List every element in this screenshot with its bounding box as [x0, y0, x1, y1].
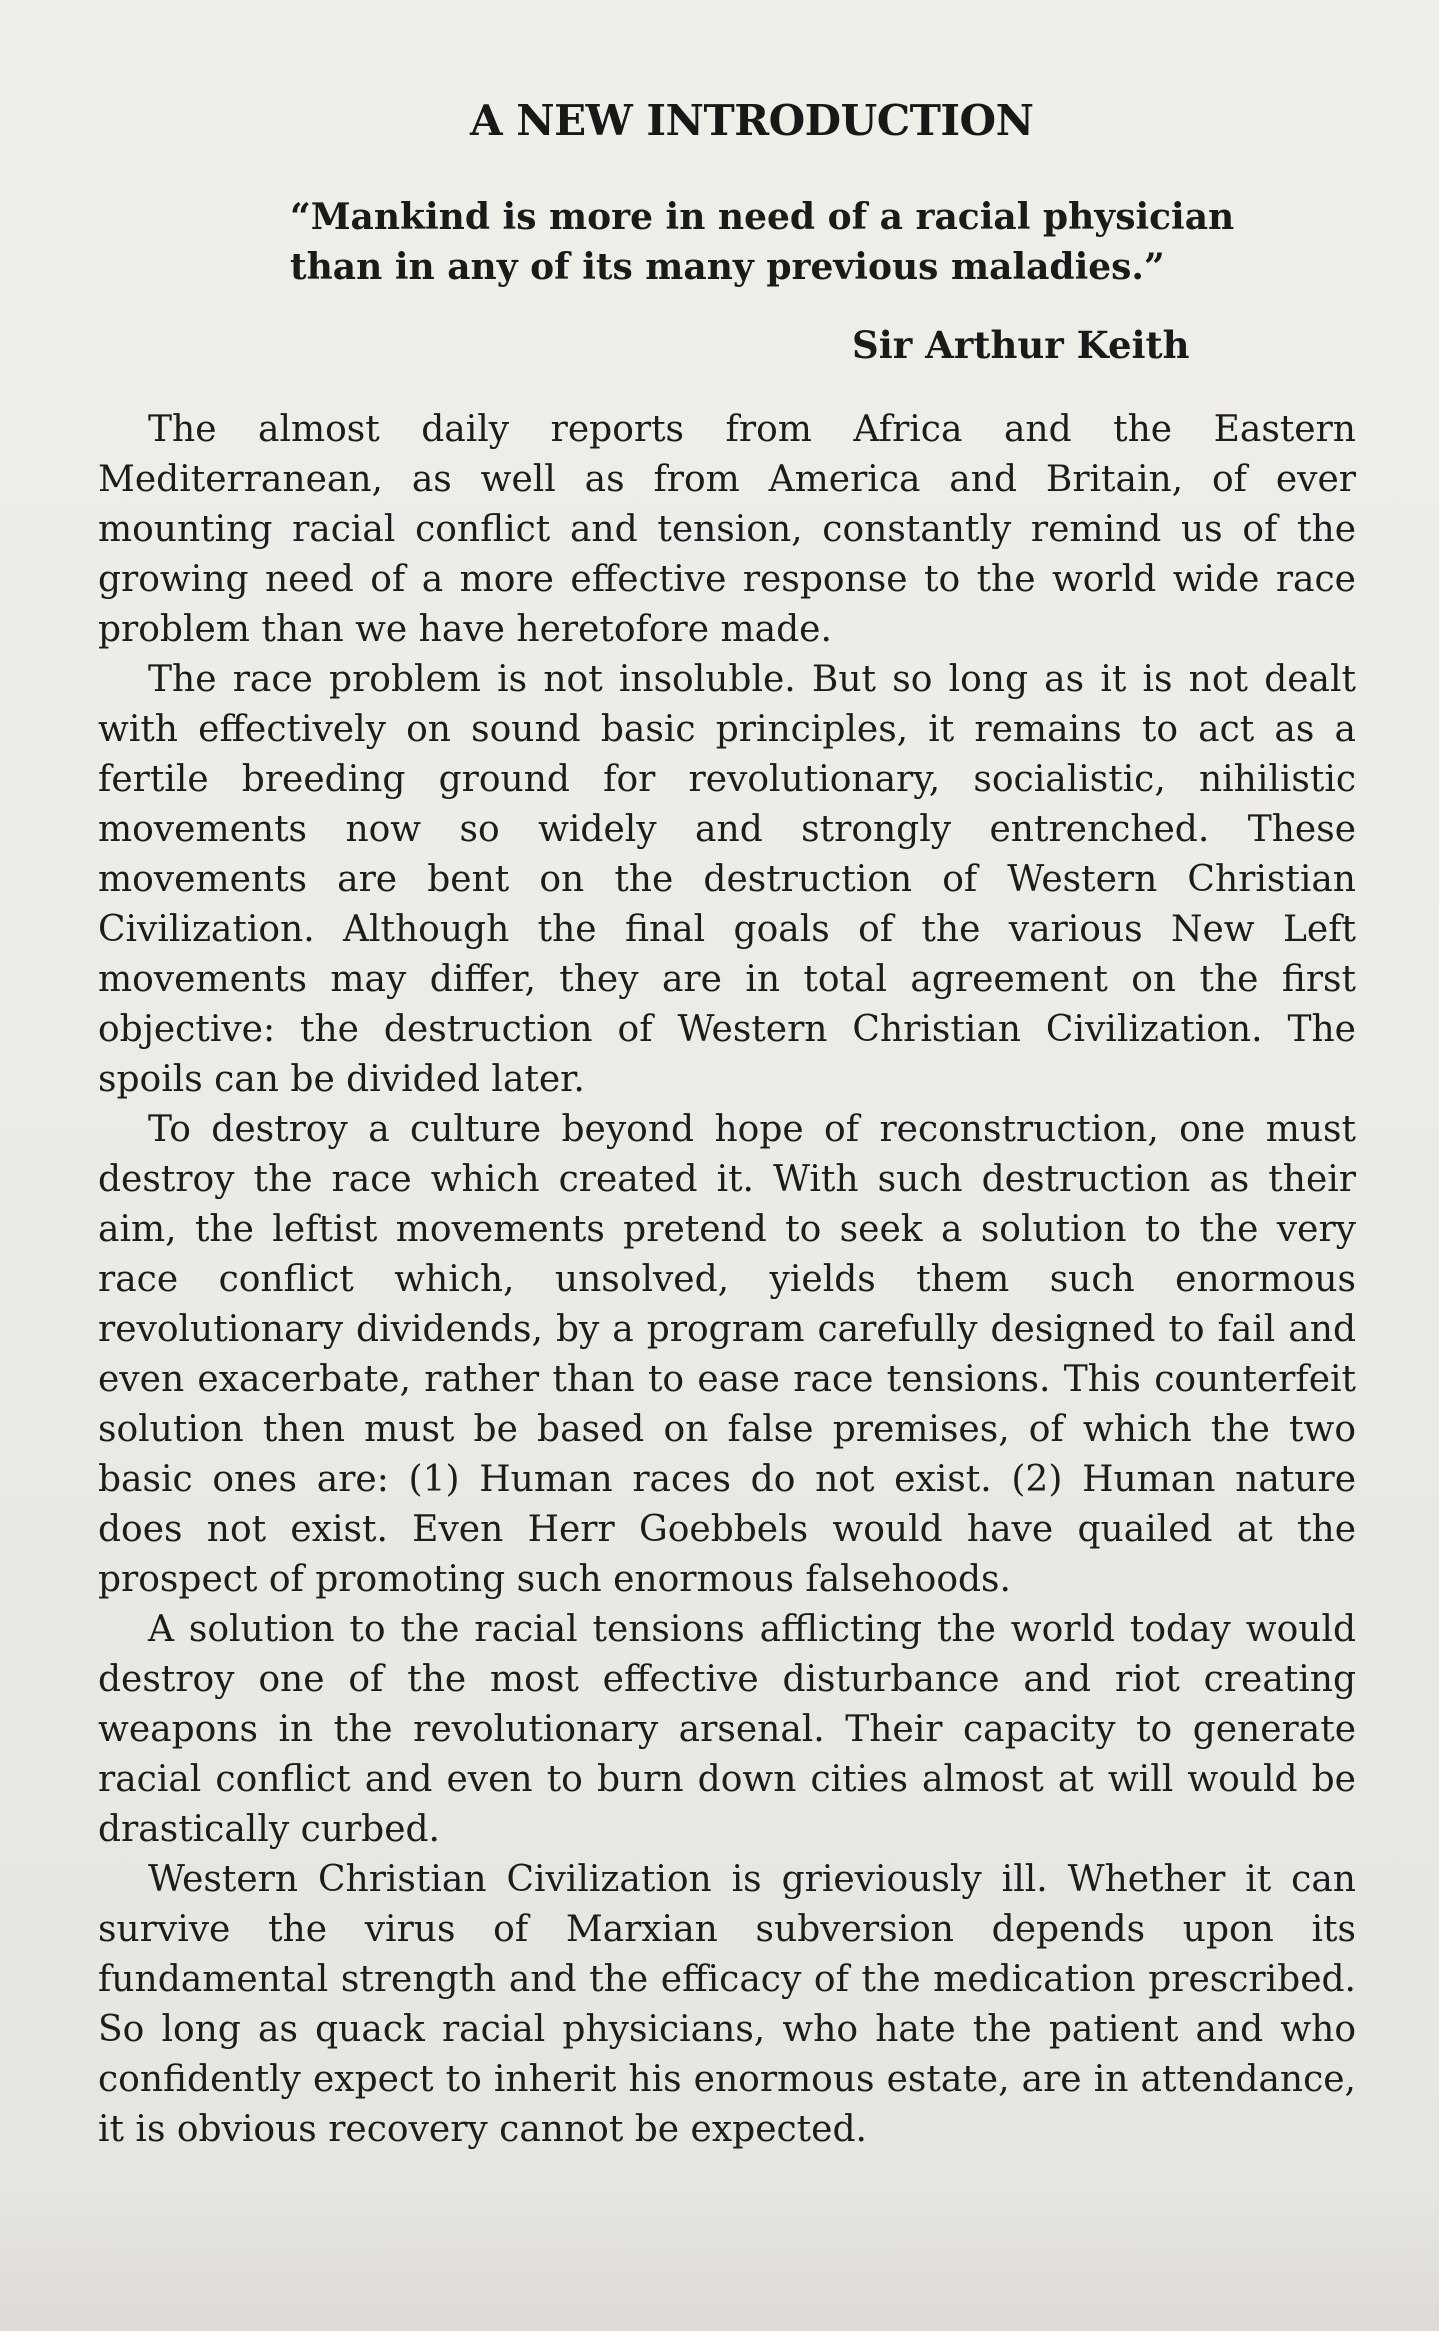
paragraph: Western Christian Civilization is grieviously ill. Whether it can survive the virus of Marxian subversion depends upon its fundamental strength and the efficacy of the medication prescribed. So long as quack racial physicians, who hate the patient and who confidently expect to inherit his enormous estate, are in attendance, it is obvious recovery cannot be expected. — [98, 1859, 1356, 2150]
epigraph-line: “Mankind is more in need of a racial physician — [290, 196, 1235, 238]
paragraph: To destroy a culture beyond hope of reconstruction, one must destroy the race which created it. With such destruction as their aim, the leftist movements pretend to seek a solution to the very race conflict which, unsolved, yields them such enormous revolutionary dividends, by a program carefully designed to fail and even exacerbate, rather than to ease race tensions. This counterfeit solution then must be based on false premises, of which the two basic ones are: (1) Human races do not exist. (2) Human nature does not exist. Even Herr Goebbels would have quailed at the prospect of promoting such enormous falsehoods. — [98, 1109, 1356, 1600]
body-text — [98, 405, 1356, 2155]
epigraph-line: than in any of its many previous maladies.” — [290, 246, 1165, 288]
page-shadow — [0, 2191, 1439, 2331]
epigraph-quote — [290, 192, 1290, 367]
epigraph-author: Sir Arthur Keith — [852, 323, 1190, 367]
paragraph: A solution to the racial tensions afflicting the world today would destroy one of the most effective disturbance and riot creating weapons in the revolutionary arsenal. Their capacity to generate racial conflict and even to burn down cities almost at will would be drastically curbed. — [98, 1609, 1356, 1850]
paragraph: The almost daily reports from Africa and the Eastern Mediterranean, as well as from America and Britain, of ever mounting racial conflict and tension, constantly remind us of the growing need of a more effective response to the world wide race problem than we have heretofore made. — [98, 409, 1356, 650]
paragraph: The race problem is not insoluble. But so long as it is not dealt with effectively on sound basic principles, it remains to act as a fertile breeding ground for revolutionary, socialistic, nihilistic movements now so widely and strongly entrenched. These movements are bent on the destruction of Western Christian Civilization. Although the final goals of the various New Left movements may differ, they are in total agreement on the first objective: the destruction of Western Christian Civilization. The spoils can be divided later. — [98, 659, 1356, 1100]
chapter-title: A NEW INTRODUCTION — [470, 96, 1034, 145]
